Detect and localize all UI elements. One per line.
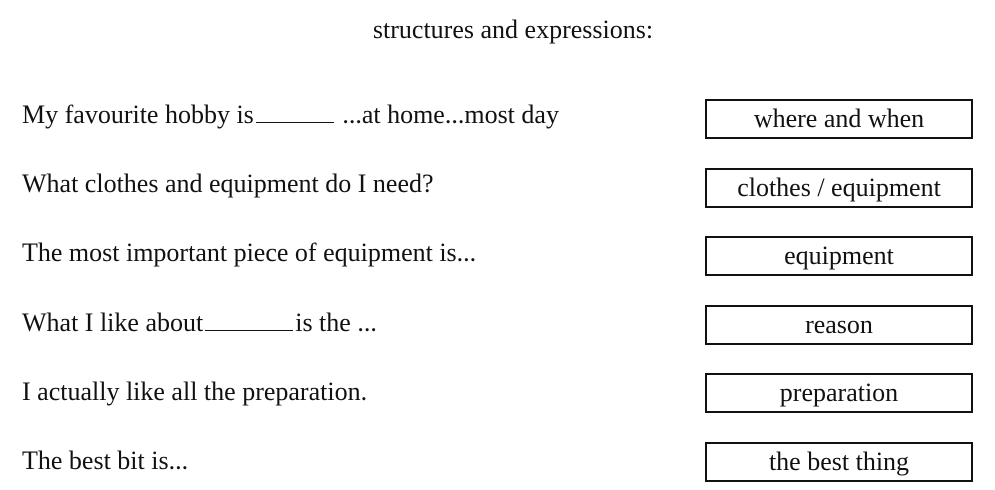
label-box-clothes-equipment: clothes / equipment xyxy=(705,168,973,208)
sentence-text-before: My favourite hobby is xyxy=(22,100,254,129)
sentence-important-equipment: The most important piece of equipment is... xyxy=(22,238,477,267)
label-box-reason: reason xyxy=(705,305,973,345)
sentence-text-before: What I like about xyxy=(22,308,204,337)
label-box-equipment: equipment xyxy=(705,236,973,276)
label-box-the-best-thing: the best thing xyxy=(705,442,973,482)
blank-line xyxy=(205,308,293,331)
label-box-preparation: preparation xyxy=(705,373,973,413)
page-title: structures and expressions: xyxy=(372,15,654,44)
blank-line xyxy=(256,100,334,123)
sentence-preparation: I actually like all the preparation. xyxy=(22,377,368,406)
sentence-text-after: ...at home...most day xyxy=(335,100,559,129)
sentence-text-after: is the ... xyxy=(295,308,377,337)
sentence-best-bit: The best bit is... xyxy=(22,446,189,475)
sentence-hobby xyxy=(22,98,559,132)
sentence-clothes-equipment: What clothes and equipment do I need? xyxy=(22,169,434,198)
label-box-where-and-when: where and when xyxy=(705,99,973,139)
sentence-what-i-like xyxy=(22,306,377,340)
